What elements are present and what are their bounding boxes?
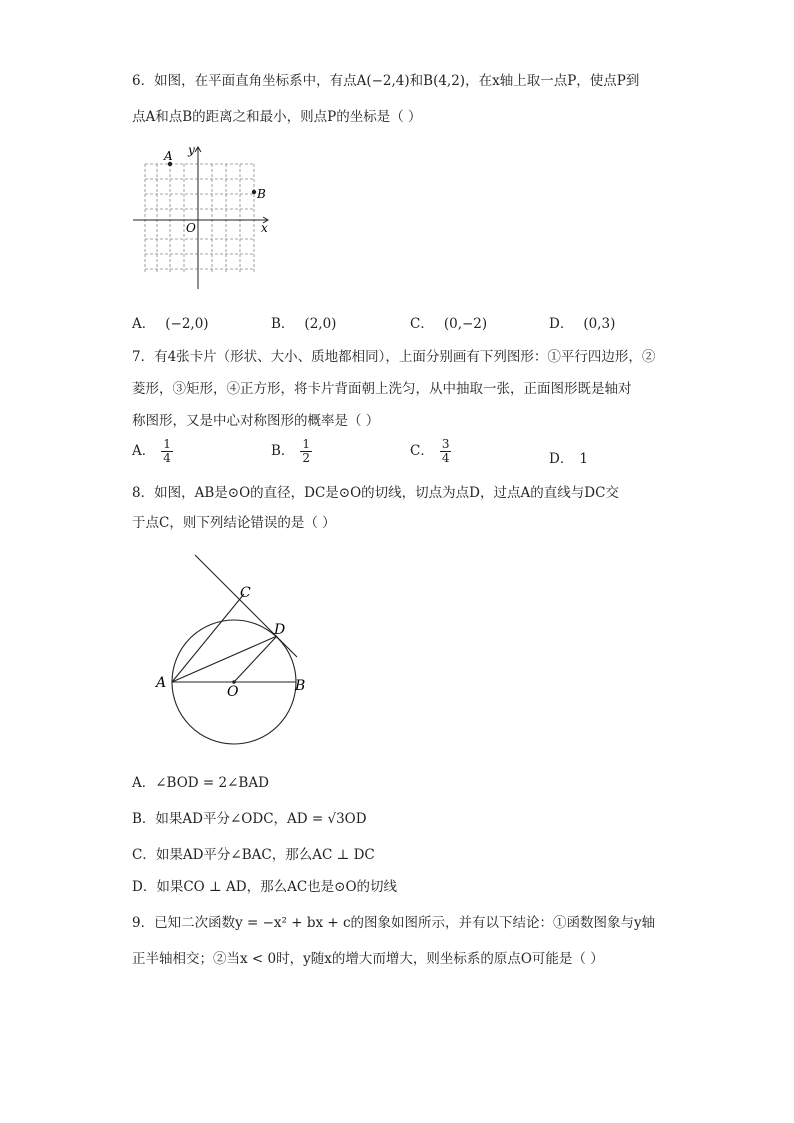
- label-o: O: [227, 684, 239, 700]
- q6-option-a: A． (−2,0): [132, 316, 209, 332]
- q8-option-d: D．如果CO ⊥ AD，那么AC也是⊙O的切线: [132, 879, 398, 895]
- q6-coordinate-figure: [130, 142, 276, 292]
- label-o: O: [186, 221, 196, 235]
- point-b: [252, 190, 256, 194]
- label-y: y: [188, 143, 195, 157]
- q9-stem-line2: 正半轴相交；②当x < 0时，y随x的增大而增大，则坐标系的原点O可能是（ ）: [132, 951, 604, 967]
- q8-option-b: B．如果AD平分∠ODC，AD = √3OD: [132, 811, 367, 827]
- q6-stem-line2: 点A和点B的距离之和最小，则点P的坐标是（ ）: [132, 109, 422, 125]
- q6-option-d: D． (0,3): [549, 316, 616, 332]
- q6-stem-line1: 6．如图，在平面直角坐标系中，有点A(−2,4)和B(4,2)，在x轴上取一点P，使点P到: [132, 73, 640, 89]
- fraction: $\frac{1}{4}$: [163, 437, 171, 465]
- q9-stem-line1: 9．已知二次函数y = −x² + bx + c的图象如图所示，并有以下结论：①函数图象与y轴: [132, 915, 656, 931]
- label-b: B: [257, 187, 266, 201]
- q7-option-c: C． $\frac{3}{4}$: [410, 437, 450, 465]
- q7-stem-line2: 菱形，③矩形，④正方形，将卡片背面朝上洗匀，从中抽取一张，正面图形既是轴对: [132, 381, 632, 397]
- fraction: $\frac{1}{2}$: [302, 437, 311, 465]
- q7-option-a: A． $\frac{1}{4}$: [132, 437, 171, 465]
- label-d: D: [274, 622, 286, 638]
- q8-stem-line2: 于点C，则下列结论错误的是（ ）: [132, 515, 336, 531]
- q6-option-c: C． (0,−2): [410, 316, 488, 332]
- q6-option-b: B． (2,0): [271, 316, 337, 332]
- q7-stem-line1: 7．有4张卡片（形状、大小、质地都相同），上面分别画有下列图形：①平行四边形，②: [132, 349, 656, 365]
- q7-option-d: D． 1: [549, 451, 588, 467]
- label-b: B: [295, 678, 306, 694]
- q8-circle-figure: [150, 552, 320, 752]
- label-x: x: [261, 221, 268, 235]
- q8-option-a: A．∠BOD = 2∠BAD: [132, 775, 269, 791]
- label-a: A: [164, 149, 173, 163]
- q8-stem-line1: 8．如图，AB是⊙O的直径，DC是⊙O的切线，切点为点D，过点A的直线与DC交: [132, 485, 619, 501]
- q7-stem-line3: 称图形，又是中心对称图形的概率是（ ）: [132, 413, 380, 429]
- label-c: C: [240, 585, 251, 601]
- q7-option-b: B． $\frac{1}{2}$: [271, 437, 311, 465]
- q8-option-c: C．如果AD平分∠BAC，那么AC ⊥ DC: [132, 847, 375, 863]
- label-a: A: [156, 675, 167, 691]
- fraction: $\frac{3}{4}$: [441, 437, 450, 465]
